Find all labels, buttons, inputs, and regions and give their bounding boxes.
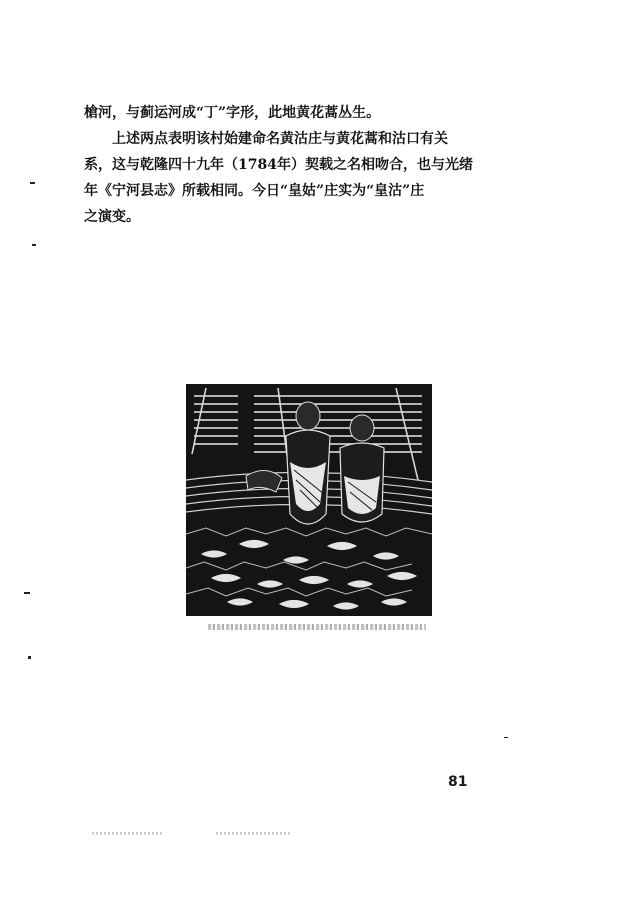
text-line: 上述两点表明该村始建命名黄沽庄与黄花蒿和沽口有关: [112, 131, 448, 147]
scan-mark: [24, 592, 30, 594]
scan-mark: [28, 656, 31, 659]
text-line: 年《宁河县志》所载相同。今日“皇姑”庄实为“皇沽”庄: [84, 183, 425, 199]
woodcut-illustration: [186, 384, 432, 616]
scan-smudge: [216, 832, 290, 835]
text-line: 之演变。: [84, 209, 140, 225]
scan-smudge: [92, 832, 162, 835]
text-line: 槍河，与蓟运河成“丁”字形，此地黄花蒿丛生。: [84, 105, 381, 121]
caption-strip: [208, 624, 426, 630]
body-text: [84, 100, 524, 230]
scan-mark: [504, 737, 508, 738]
text-line: 系，这与乾隆四十九年（1784年）契载之名相吻合，也与光绪: [84, 157, 473, 173]
scan-mark: [32, 244, 36, 246]
page-number: 81: [448, 774, 468, 790]
woodcut-fishermen-image: [186, 384, 432, 616]
scan-mark: [30, 182, 35, 184]
